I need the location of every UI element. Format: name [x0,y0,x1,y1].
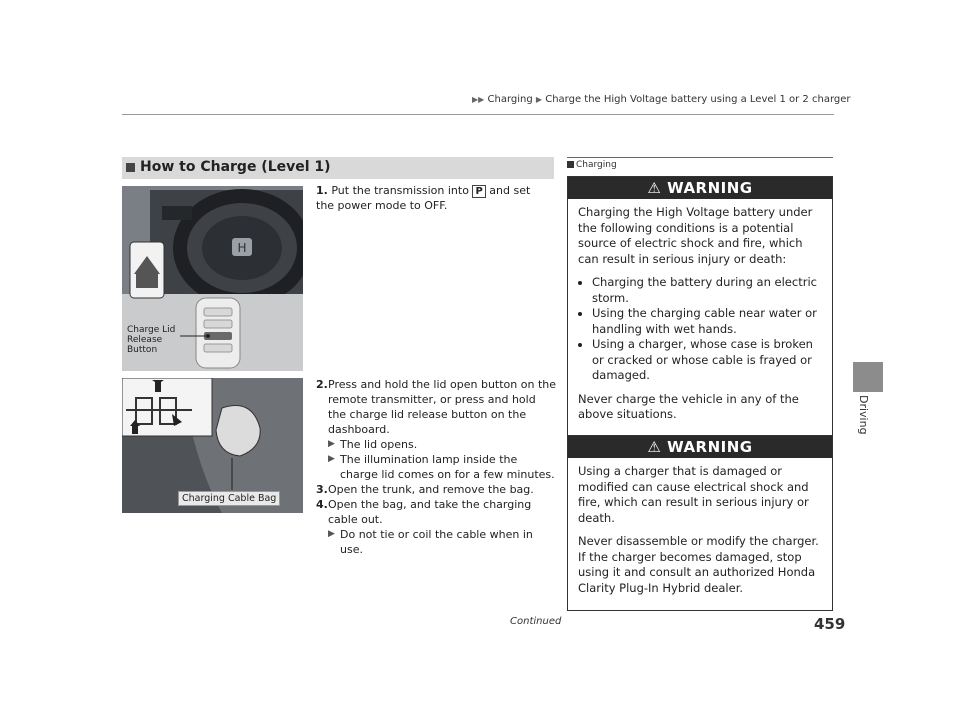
continued-label: Continued [510,616,562,627]
step-2 [316,377,556,557]
section-header [122,157,554,179]
section-square-icon [126,163,135,172]
breadcrumb-arrow-icon: ▶▶ [472,95,485,104]
header-divider [122,114,834,115]
side-tab-label: Driving [857,395,870,435]
warning-1-list [578,275,822,384]
step-4-sub-1-text: Do not tie or coil the cable when in use. [340,528,533,556]
step-2-sub-2 [328,452,556,482]
breadcrumb [472,94,851,105]
sub-arrow-icon: ▶ [328,454,335,464]
warning-2-header [568,436,832,458]
cable-bag-label: Charging Cable Bag [178,491,280,506]
page-number: 459 [814,615,846,633]
warning-1-header [568,177,832,199]
warning-1-bullet-2: • Using the charging cable near water or handling with wet hands. [592,306,822,337]
warning-1-bullet-1: • Charging the battery during an electric storm. [592,275,822,306]
step-2-sub-2-text: The illumination lamp inside the charge lid comes on for a few minutes. [340,453,555,481]
step-1-number: 1. [316,184,328,197]
svg-text:H: H [237,241,247,255]
step-4-number: 4. [316,498,328,511]
warning-1-bullet-3: • Using a charger, whose case is broken or cracked or whose cable is frayed or damaged. [592,337,822,384]
warning-box-1 [567,176,833,438]
warning-1-title: WARNING [667,179,753,197]
section-title: How to Charge (Level 1) [140,159,331,175]
warning-2-title: WARNING [667,438,753,456]
step-1-text-b: and set the power mode to OFF. [316,184,531,212]
charge-lid-label-line2: Release [127,335,163,345]
note-header [567,157,833,170]
step-3 [316,482,556,497]
warning-1-intro: Charging the High Voltage battery under the following conditions is a potential source of electric shock and fire, which can result in serious injury or death: [578,205,813,266]
step-2-text: Press and hold the lid open button on the remote transmitter, or press and hold the charge lid release button on the dashboard. [328,378,556,436]
step-4-sub-1 [328,527,556,557]
breadcrumb-part1: Charging [487,94,533,105]
sub-arrow-icon: ▶ [328,529,335,539]
step-2-sub-1 [328,437,556,452]
warning-1-outro: Never charge the vehicle in any of the above situations. [578,391,799,421]
side-tab-marker [853,362,883,392]
step-3-number: 3. [316,483,328,496]
warning-triangle-icon: ⚠ [647,179,662,197]
sub-arrow-icon: ▶ [328,439,335,449]
park-key-label: P [472,185,485,198]
step-3-text: Open the trunk, and remove the bag. [328,483,534,496]
warning-2-p2: Never disassemble or modify the charger. If the charger becomes damaged, stop using it and consult an authorized Honda Clarity Plug-In Hybrid dealer. [578,534,819,595]
step-1-text-a: Put the transmission into [331,184,469,197]
breadcrumb-part2: Charge the High Voltage battery using a Level 1 or 2 charger [545,94,851,105]
step-2-number: 2. [316,378,328,391]
charge-lid-label [127,325,175,355]
step-4-text: Open the bag, and take the charging cable out. [328,498,532,526]
warning-2-p1: Using a charger that is damaged or modified can cause electrical shock and fire, which can result in serious injury or death. [578,464,809,525]
charge-lid-label-line3: Button [127,345,158,355]
step-1 [316,183,548,213]
step-2-sub-1-text: The lid opens. [340,438,418,451]
breadcrumb-arrow-icon: ▶ [535,95,543,104]
charge-lid-label-line1: Charge Lid [127,325,176,335]
warning-box-2 [567,435,833,611]
note-icon [567,161,574,168]
step-4 [316,497,556,527]
note-label: Charging [576,160,617,170]
warning-triangle-icon: ⚠ [647,438,662,456]
